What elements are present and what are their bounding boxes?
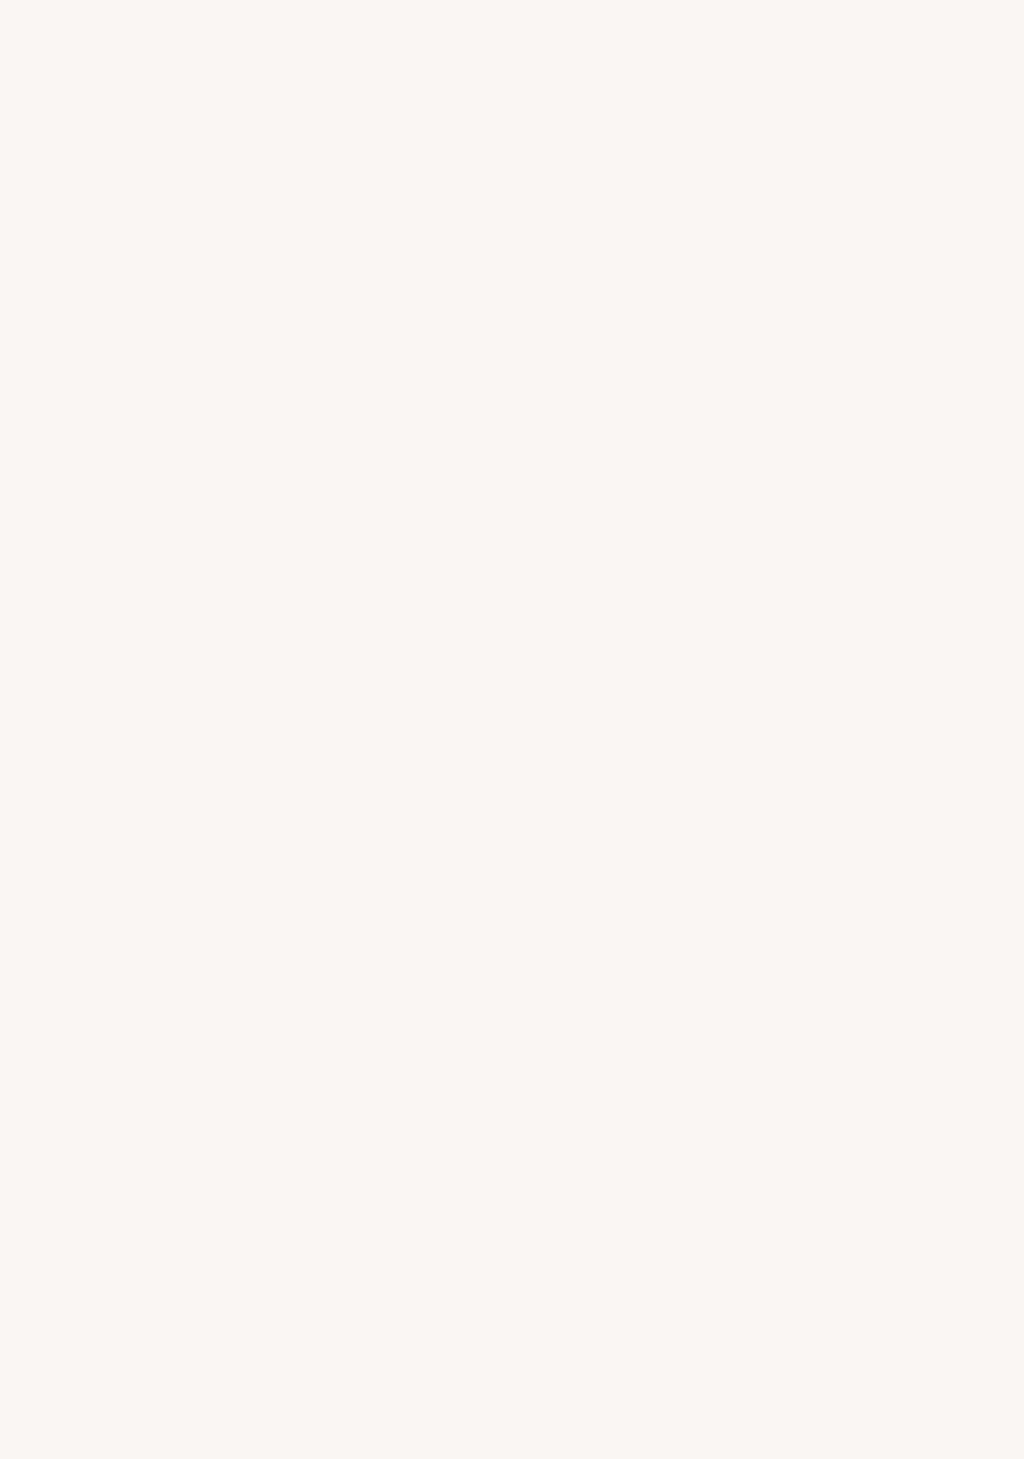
header-office-number (96, 96, 188, 184)
header-notes (824, 96, 912, 184)
header-sheets (753, 96, 821, 184)
header-dates (640, 96, 750, 184)
header-title (192, 96, 637, 184)
header-num (18, 96, 93, 184)
